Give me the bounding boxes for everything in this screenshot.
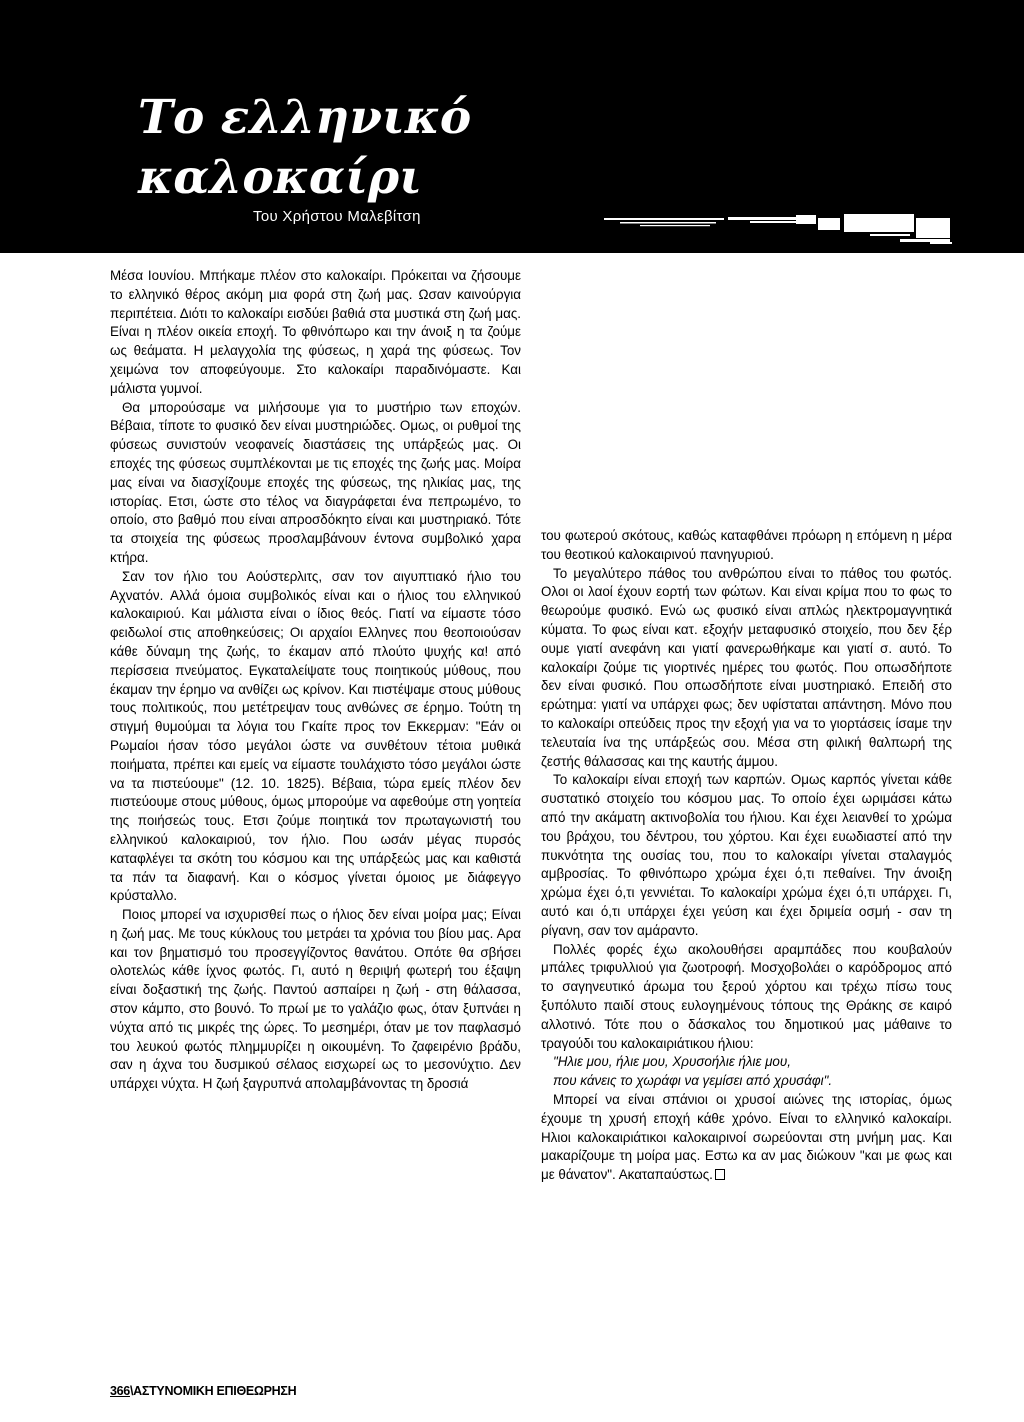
paragraph: Πολλές φορές έχω ακολουθήσει αραμπάδες που κουβαλούν μπάλες τριφυλλιού για ζωοτροφή. Μοσχοβολάει ο καρόδρομος από το σαγηνευτικό άρωμα του ξερού χόρτου και τρέχω πίσω τους ξυπόλυτο παιδί στους ευλογημένους τόπους της Θράκης σε καιρό αλλοτινό. Τότε που ο δάσκαλος του δημοτικού μας μάθαινε το τραγούδι του καλοκαιριάτικου ήλιου: <box>541 941 952 1051</box>
publication-name: \ΑΣΤΥΝΟΜΙΚΗ ΕΠΙΘΕΩΡΗΣΗ <box>129 1384 297 1398</box>
decorative-scratch-graphic <box>600 212 954 246</box>
left-text-column <box>110 267 521 1094</box>
article-title-line-1: Το ελληνικό <box>138 90 472 145</box>
closing-paragraph-text: Μπορεί να είναι σπάνιοι οι χρυσοί αιώνες της ιστορίας, όμως έχουμε τη χρυσή εποχή κάθε χρόνο. Είναι το ελληνικό καλοκαίρι. Ηλιοι καλοκαιριάτικοι καλοκαιρινοί σωρεύονται στη μνήμη μας. Και μακαρίζουμε τη μοίρα μας. Εστω κα αν μας διώκουν "και με φως και με θάνατον". Ακαταπαύστως. <box>541 1091 952 1183</box>
paragraph: Το μεγαλύτερο πάθος του ανθρώπου είναι το πάθος του φωτός. Ολοι οι λαοί έχουν εορτή των φώτων. Και είναι κρίμα που το φως το θεωρούμε φυσικό. Ενώ ως φυσικό είναι απλώς ηλεκτρομαγνητικά κύματα. Το φως είναι κατ. εξοχήν μεταφυσικό στοιχείο, που δεν ξέρ ουμε γιατί ανεφάνη και γιατί φανερωθήκαμε και γιατί σ. αυτό. Το καλοκαίρι ζούμε τις γιορτινές ημέρες του φωτός. Που οπωσδήποτε δεν είναι φυσικό. Που οπωσδήποτε είναι μυστηριακό. Επειδή στο ερώτημα: γιατί να υπάρχει φως; δεν υφίσταται απάντηση. Μόνο που το καλοκαίρι οπεύδεις προς την εξοχή για να το γιορτάσεις ίσαμε την τελευταία ίνα της υπάρξεώς σου. Μέσα στη φιλική θαλπωρή της ζεστής θάλασσας και της καυτής άμμου. <box>541 565 952 769</box>
paragraph: Σαν τον ήλιο του Αούστερλιτς, σαν τον αιγυπτιακό ήλιο του Αχνατόν. Αλλά όμοια συμβολικός είναι και ο ήλιος του ελληνικού καλοκαιριού. Και μάλιστα είναι ο ίδιος θεός. Γιατί να είμαστε τόσο φειδωλοί στις αποθηκεύσεις; Οι αρχαίοι Ελληνες που θεοποιούσαν κάθε δύναμη της ζωής, το έκαμαν από πλούτο ψυχής κα! από περίσσεια πνεύματος. Εγκαταλείψατε τους ποιητικούς μύθους, που έκαμαν την έρημο να ανθίζει ως κρίνον. Και πιστέψαμε στους μύθους τους πολιτικούς, που μετέτρεψαν τους ανθώνες σε έρημο. Τούτη τη στιγμή θυμούμαι τα λόγια του Γκαίτε προς τον Εκκερμαν: "Εάν οι Ρωμαίοι ήσαν τόσο μεγάλοι ώστε να συνθέτουν τέτοια μυθικά ποιήματα, πρέπει και εμείς να είμαστε τουλάχιστο τόσο μεγάλοι ώστε να τα πιστεύουμε" (12. 10. 1825). Βέβαια, τώρα εμείς πλέον δεν πιστεύουμε στους μύθους, όμως μπορούμε να αφεθούμε στη γοητεία της ποιήσεώς τους. Ετσι ζούμε ποιητικά τον πρωταγωνιστή του ελληνικού καλοκαιριού, τον ήλιο. Που ωσάν μέγας πυρσός καταφλέγει τα σκότη του κόσμου και της υπάρξεώς μας και καθιστά τα πάν τα διαφανή. Και ο κόσμος γίνεται όμοιος με διάφεγγο κρύσταλλο. <box>110 568 521 904</box>
article-title <box>138 88 578 208</box>
closing-paragraph <box>541 1091 952 1185</box>
page-footer <box>110 1384 296 1398</box>
header-banner <box>0 0 1024 253</box>
paragraph: του φωτερού σκότους, καθώς καταφθάνει πρόωρη η επόμενη η μέρα του θεοτικού καλοκαιρινού πανηγυριού. <box>541 528 952 562</box>
page-number: 366 <box>110 1384 130 1398</box>
paragraph: Ποιος μπορεί να ισχυρισθεί πως ο ήλιος δεν είναι μοίρα μας; Είναι η ζωή μας. Με τους κύκλους του μετράει τα χρόνια του βίου μας. Αρα και τον βηματισμό του προσεγγίζοντος θανάτου. Οπότε θα σβήσει ολοτελώς κάθε ίχνος φωτός. Γι, αυτό η θεριψή φωτερή του έξαψη είναι δοξαστική της ζωής. Παντού ασπαίρει η ζωή - στη θάλασσα, στον κάμπο, στο βουνό. Το πρωί με το γαλάζιο φως, όταν ξυπνάει η νύχτα από τις μικρές της ώρες. Το μεσημέρι, όταν με τον παφλασμό του λευκού φωτός πλημμυρίζει η οικουμένη. Το ζαφειρένιο βράδυ, σαν η άχνα του δυσμικού σέλαος εισχωρεί ως το μεσονύχτιο. Δεν υπάρχει νύχτα. Η ζωή ξαγρυπνά απολαμβάνοντας τη δροσιά <box>110 907 521 1092</box>
poem-line: που κάνεις το χωράφι να γεμίσει από χρυσάφι". <box>553 1073 833 1089</box>
paragraph: Θα μπορούσαμε να μιλήσουμε για το μυστήριο των εποχών. Βέβαια, τίποτε το φυσικό δεν είναι μυστηριώδες. Ομως, οι ρυθμοί της φύσεως συνιστούν νεοφανείς διαστάσεις της υπάρξεώς μας. Οι εποχές της φύσεως συμπλέκονται με τις εποχές της ζωής μας. Μοίρα μας είναι να διασχίζουμε εποχές της φύσεως, της ηλικίας μας, της ιστορίας. Ετσι, ώστε στο τέλος να διαγράφεται ένα πεπρωμένο, το οποίο, στο βαθμό που είναι απροσδόκητο είναι και μυστηριακό. Τότε τα στοιχεία της φύσεως προσλαμβάνουν έντονα συμβολικό χαρα κτήρα. <box>110 399 521 565</box>
right-text-column <box>541 527 952 1185</box>
article-author: Του Χρήστου Μαλεβίτση <box>253 208 421 225</box>
paragraph: Το καλοκαίρι είναι εποχή των καρπών. Ομως καρπός γίνεται κάθε συστατικό στοιχείο του κόσμου μας. Το οποίο έχει ωριμάσει κάτω από την ακάματη ακτινοβολία του ήλιου. Και έχει λειανθεί το χρώμα του βράχου, του δέντρου, του χόρτου. Και έχει ευωδιαστεί από την πυκνότητα της ουσίας του, που το καλοκαίρι γίνεται σταλαγμός αμβροσίας. Το φθινόπωρο χρώμα έχει ό,τι πεθαίνει. Την άνοιξη χρώμα έχει ό,τι γεννιέται. Το καλοκαίρι χρώμα έχει ό,τι υπάρχει. Γι, αυτό και ό,τι υπάρχει έχει γεύση και έχει δριμεία οσμή - σαν τη ρίγανη, σαν τον αμάραντο. <box>541 772 952 938</box>
end-of-article-square-icon <box>715 1169 725 1180</box>
paragraph: Μέσα Ιουνίου. Μπήκαμε πλέον στο καλοκαίρι. Πρόκειται να ζήσουμε το ελληνικό θέρος ακόμη μια φορά στη ζωή μας. Ωσαν καινούργια περιπέτεια. Διότι το καλοκαίρι εισδύει βαθιά στα μυστικά στη ζωή μας. Είναι η πλέον οικεία εποχή. Το φθινόπωρο και την άνοιξ η τα ζούμε ως θεάματα. Η μελαγχολία της φύσεως, η χαρά της φύσεως. Τον χειμώνα τον αποφεύγουμε. Στο καλοκαίρι παραδινόμαστε. Και μάλιστα γυμνοί. <box>110 268 521 396</box>
article-title-line-2: καλοκαίρι <box>138 150 422 205</box>
poem-line: "Ηλιε μου, ήλιε μου, Χρυσοήλιε ήλιε μου, <box>553 1054 791 1070</box>
